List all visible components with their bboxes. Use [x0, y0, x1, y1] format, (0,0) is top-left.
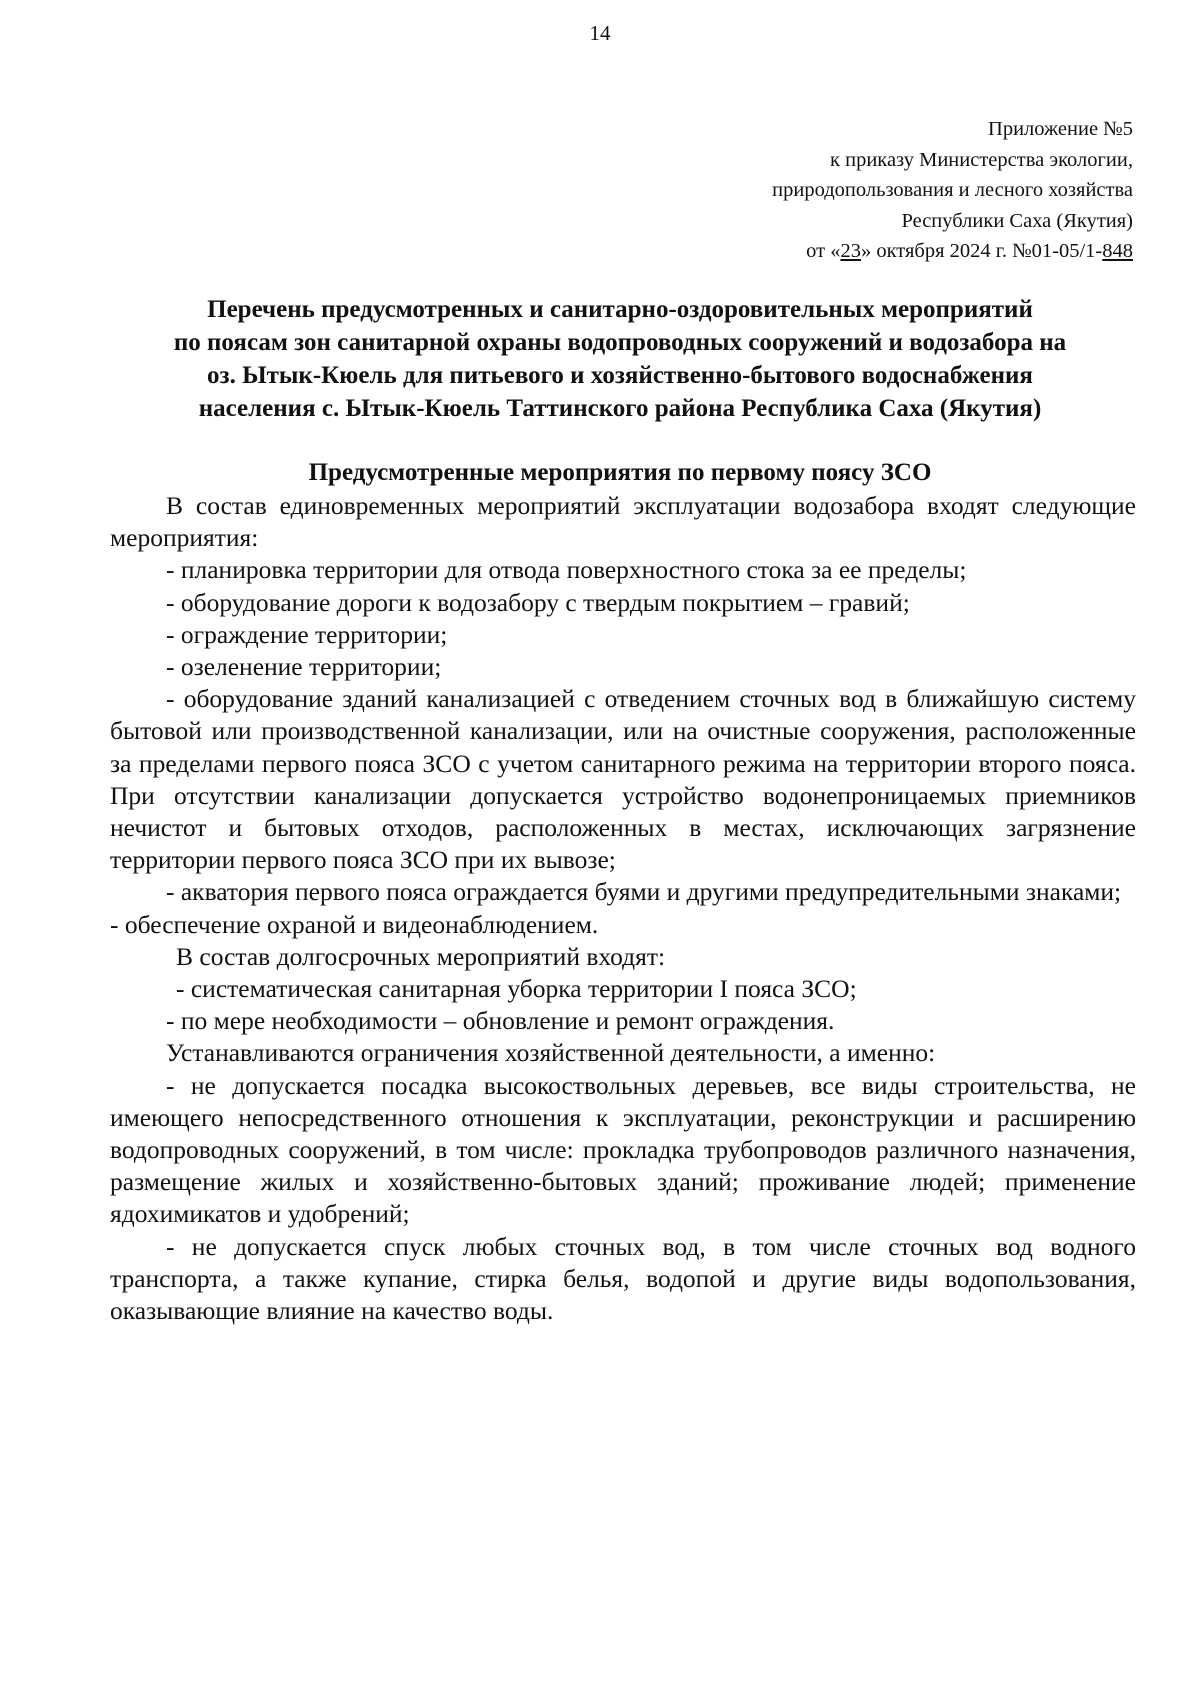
appendix-line-3: природопользования и лесного хозяйства [772, 179, 1133, 201]
document-title [100, 293, 1140, 425]
title-line-4: населения с. Ытык-Кюель Таттинского района Республика Саха (Якутия) [198, 395, 1042, 422]
appendix-line-2: к приказу Министерства экологии, [830, 148, 1133, 171]
appendix-line-5 [433, 236, 1133, 267]
list-item-water-area-buoys: - акватория первого пояса ограждается буями и другими предупредительными знаками; [166, 877, 1122, 907]
order-day: 23 [840, 240, 861, 262]
appendix-line-4: Республики Саха (Якутия) [901, 209, 1133, 232]
list-item-fence-repair: - по мере необходимости – обновление и ремонт ограждения. [166, 1006, 835, 1036]
list-item-sewerage: - оборудование зданий канализацией с отведением сточных вод в ближайшую систему бытовой или производственной канализации, или на очистные сооружения, расположенные за пределами первого пояса ЗСО с учетом санитарного режима на территории второго пояса. При отсутствии канализации допускается устройство водонепроницаемых приемников нечистот и бытовых отходов, расположенных в местах, исключающих загрязнение территории первого пояса ЗСО при их вывозе; [110, 684, 1136, 875]
list-item-road-equipment: - оборудование дороги к водозабору с твердым покрытием – гравий; [166, 587, 910, 617]
appendix-line-1: Приложение №5 [988, 118, 1133, 140]
title-line-2: по поясам зон санитарной охраны водопроводных сооружений и водозабора на [173, 329, 1067, 356]
order-date-prefix: от « [806, 240, 841, 262]
paragraph-long-term-measures: В состав долгосрочных мероприятий входят: [176, 941, 666, 971]
section-heading: Предусмотренные мероприятия по первому поясу ЗСО [308, 459, 932, 486]
list-item-landscaping: - озеленение территории; [166, 652, 442, 682]
order-date-middle: » октября 2024 г. №01-05/1- [860, 240, 1103, 262]
paragraph-restrictions: Устанавливаются ограничения хозяйственной деятельности, а именно: [166, 1038, 936, 1068]
body-text [110, 490, 1136, 1327]
title-line-1: Перечень предусмотренных и санитарно-оздоровительных мероприятий [207, 296, 1033, 323]
appendix-block [433, 114, 1133, 267]
paragraph-one-time-measures: В состав единовременных мероприятий эксплуатации водозабора входят следующие мероприятия: [110, 491, 1136, 553]
title-line-3: оз. Ытык-Кюель для питьевого и хозяйственно-бытового водоснабжения [207, 362, 1033, 389]
list-item-fencing: - ограждение территории; [166, 619, 448, 649]
list-item-construction-ban: - не допускается посадка высокоствольных деревьев, все виды строительства, не имеющего непосредственного отношения к эксплуатации, реконструкции и расширению водопроводных сооружений, в том числе: прокладка трубопроводов различного назначения, размещение жилых и хозяйственно-бытовых зданий; проживание людей; применение ядохимикатов и удобрений; [110, 1070, 1136, 1229]
page-number: 14 [589, 21, 611, 45]
list-item-cleaning: - систематическая санитарная уборка территории I пояса ЗСО; [176, 974, 857, 1004]
list-item-territory-planning: - планировка территории для отвода поверхностного стока за ее пределы; [166, 555, 967, 585]
list-item-security: - обеспечение охраной и видеонаблюдением. [110, 909, 599, 939]
list-item-discharge-ban: - не допускается спуск любых сточных вод, в том числе сточных вод водного транспорта, а также купание, стирка белья, водопой и другие виды водопользования, оказывающие влияние на качество воды. [110, 1231, 1136, 1326]
order-number: 848 [1102, 240, 1133, 262]
